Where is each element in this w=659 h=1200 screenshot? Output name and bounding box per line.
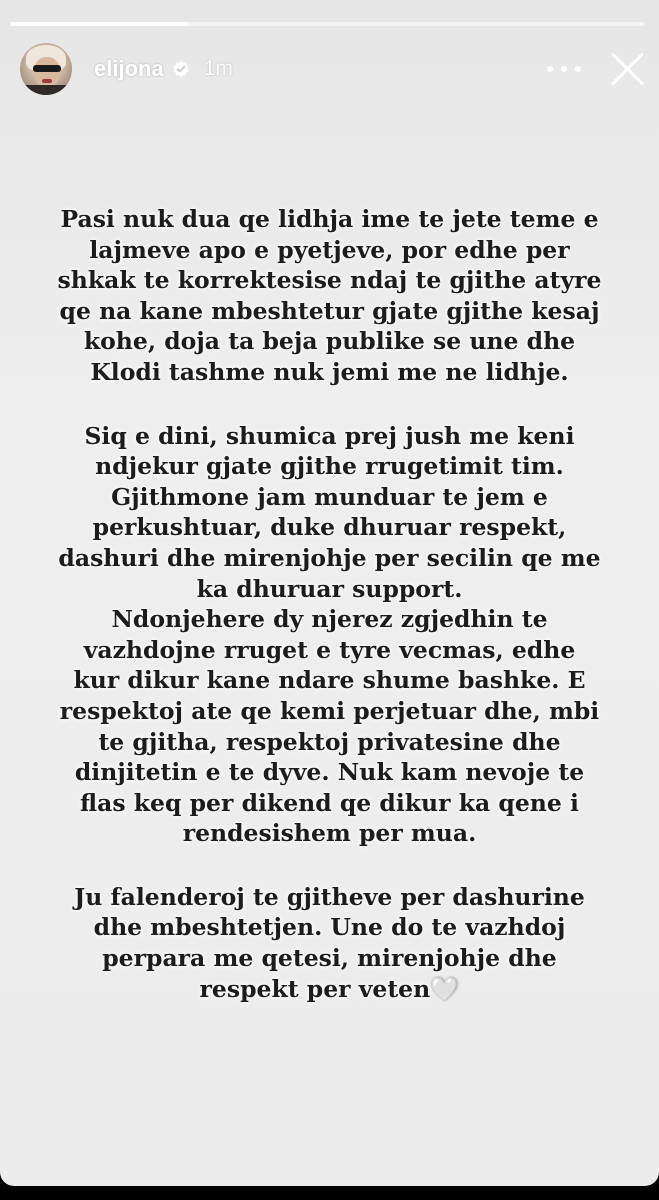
story-text-line: perpara me qetesi, mirenjohje dhe xyxy=(102,944,557,973)
verified-badge-icon xyxy=(172,60,190,78)
story-text-line: ka dhuruar support. xyxy=(196,574,463,603)
story-text-overlay xyxy=(30,204,629,1004)
paragraph-gap xyxy=(30,388,629,421)
story-text-line: shkak te korrektesise ndaj te gjithe atyre xyxy=(57,266,602,295)
story-text-line: te gjitha, respektoj privatesine dhe xyxy=(98,727,561,756)
more-options-icon[interactable] xyxy=(547,54,581,84)
story-text-line: kohe, doja ta beja publike se une dhe xyxy=(83,327,576,356)
story-text-line: vazhdojne rruget e tyre vecmas, edhe xyxy=(83,635,576,664)
story-timestamp: 1m xyxy=(203,57,233,80)
story-text-line: Klodi tashme nuk jemi me ne lidhje. xyxy=(90,357,569,386)
story-progress-bar xyxy=(10,22,645,26)
story-text-line: qe na kane mbeshtetur gjate gjithe kesaj xyxy=(59,296,600,325)
story-text-line: Gjithmone jam munduar te jem e xyxy=(111,482,548,511)
story-text-line: respektoj ate qe kemi perjetuar dhe, mbi xyxy=(59,696,600,725)
story-header xyxy=(20,42,645,96)
story-text-line: dhe mbeshtetjen. Une do te vazhdoj xyxy=(93,913,566,942)
story-text-line: Pasi nuk dua qe lidhja ime te jete teme e xyxy=(60,205,599,233)
story-text-line: Ndonjehere dy njerez zgjedhin te xyxy=(111,605,548,634)
story-text-line: perkushtuar, duke dhuruar respekt, xyxy=(92,513,567,542)
story-text-line: ndjekur gjate gjithe rrugetimit tim. xyxy=(95,452,564,481)
story-text-line: respekt per veten🤍 xyxy=(199,974,460,1003)
close-icon[interactable] xyxy=(609,51,645,87)
story-text-line: dinjitetin e te dyve. Nuk kam nevoje te xyxy=(74,758,585,787)
story-text-line: lajmeve apo e pyetjeve, por edhe per xyxy=(89,235,570,264)
story-text-line: kur dikur kane ndare shume bashke. E xyxy=(73,666,586,695)
story-text-line: flas keq per dikend qe dikur ka qene i xyxy=(80,788,579,817)
story-progress-fill xyxy=(10,22,188,26)
paragraph-gap xyxy=(30,849,629,882)
white-heart-emoji: 🤍 xyxy=(430,974,460,1003)
story-text-line: rendesishem per mua. xyxy=(182,819,477,848)
story-text-line: dashuri dhe mirenjohje per secilin qe me xyxy=(58,543,601,572)
avatar[interactable] xyxy=(20,43,72,95)
username[interactable]: elijona xyxy=(94,56,164,81)
story-text-line: Ju falenderoj te gjitheve per dashurine xyxy=(74,882,585,911)
story-text-line: Siq e dini, shumica prej jush me keni xyxy=(84,421,575,450)
